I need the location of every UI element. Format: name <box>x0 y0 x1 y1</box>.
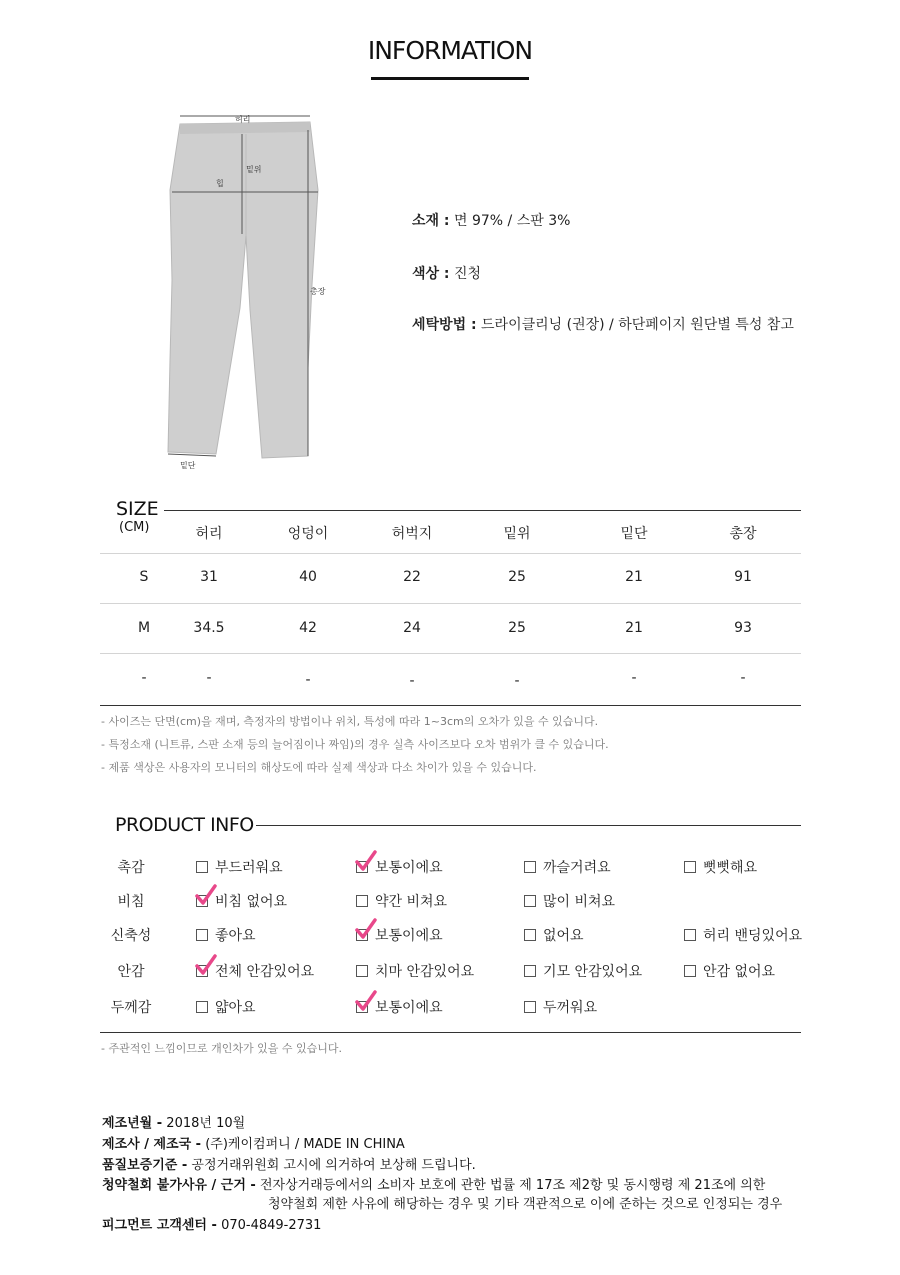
table-cell: 91 <box>734 569 752 585</box>
table-cell: 25 <box>508 620 526 636</box>
option-label: 뻣뻣해요 <box>703 860 758 876</box>
table-cell: 21 <box>625 569 643 585</box>
col-header: 밑위 <box>503 526 531 542</box>
checkbox[interactable] <box>196 1001 208 1013</box>
size-heading-rule <box>164 510 801 511</box>
table-cell: 25 <box>508 569 526 585</box>
product-info-option[interactable] <box>196 857 283 877</box>
material-label: 소재 : <box>412 213 450 229</box>
table-cell: - <box>305 672 311 688</box>
product-info-bottom-rule <box>100 1032 801 1033</box>
table-cell: 24 <box>403 620 421 636</box>
checkbox[interactable] <box>524 965 536 977</box>
checkbox[interactable] <box>196 929 208 941</box>
option-label: 보통이에요 <box>375 928 443 944</box>
option-label: 약간 비쳐요 <box>375 894 448 910</box>
option-label: 좋아요 <box>215 928 256 944</box>
option-label: 전체 안감있어요 <box>215 964 315 980</box>
material-value: 면 97% / 스판 3% <box>453 213 571 229</box>
table-cell: 42 <box>299 620 317 636</box>
checkbox[interactable] <box>356 965 368 977</box>
col-header: 허벅지 <box>391 526 433 542</box>
mfg-maker <box>102 1133 405 1152</box>
mfg-date-value: 2018년 10월 <box>166 1116 246 1131</box>
option-label: 두꺼워요 <box>543 1000 598 1016</box>
checkbox[interactable] <box>684 965 696 977</box>
checkbox[interactable] <box>356 861 368 873</box>
product-info-label: 촉감 <box>117 860 145 876</box>
col-header: 총장 <box>729 526 757 542</box>
product-info-label: 신축성 <box>110 928 152 944</box>
row-divider <box>100 603 801 604</box>
color-spec <box>412 263 481 283</box>
option-label: 부드러워요 <box>215 860 283 876</box>
wash-spec <box>412 314 794 334</box>
checkbox[interactable] <box>684 929 696 941</box>
mfg-date-label: 제조년월 - <box>102 1116 163 1131</box>
page-title: INFORMATION <box>367 36 533 65</box>
product-info-option[interactable] <box>524 961 642 981</box>
mfg-cs-label: 피그먼트 고객센터 - <box>102 1218 217 1233</box>
product-info-option[interactable] <box>684 925 802 945</box>
row-size: S <box>139 569 149 585</box>
product-info-option[interactable] <box>356 997 443 1017</box>
length-label: 총장 <box>310 287 326 296</box>
product-info-option[interactable] <box>356 857 443 877</box>
product-info-option[interactable] <box>684 961 775 981</box>
size-unit: (CM) <box>119 520 150 535</box>
checkbox[interactable] <box>524 929 536 941</box>
option-label: 보통이에요 <box>375 860 443 876</box>
option-label: 까슬거려요 <box>543 860 611 876</box>
mfg-withdraw-line2: 청약철회 제한 사유에 해당하는 경우 및 기타 객관적으로 이에 준하는 것으로 인정되는 경우 <box>268 1197 783 1212</box>
wash-value: 드라이클리닝 (권장) / 하단페이지 원단별 특성 참고 <box>481 317 794 333</box>
option-label: 기모 안감있어요 <box>543 964 643 980</box>
table-cell: 93 <box>734 620 752 636</box>
checkbox[interactable] <box>524 895 536 907</box>
table-cell: 21 <box>625 620 643 636</box>
mfg-maker-label: 제조사 / 제조국 - <box>102 1137 202 1152</box>
mfg-withdraw-label: 청약철회 불가사유 / 근거 - <box>102 1178 256 1193</box>
product-info-rule <box>256 825 801 826</box>
option-label: 많이 비쳐요 <box>543 894 616 910</box>
product-info-option[interactable] <box>196 961 314 981</box>
col-header: 허리 <box>195 526 223 542</box>
option-label: 치마 안감있어요 <box>375 964 475 980</box>
mfg-withdraw-line1: 전자상거래등에서의 소비자 보호에 관한 법률 제 17조 제2항 및 동시행령 제 21조에 의한 <box>259 1178 766 1193</box>
checkbox[interactable] <box>196 895 208 907</box>
table-cell: 22 <box>403 569 421 585</box>
product-info-option[interactable] <box>356 891 447 911</box>
option-label: 없어요 <box>543 928 584 944</box>
row-divider <box>100 653 801 654</box>
option-label: 비침 없어요 <box>215 894 288 910</box>
color-label: 색상 : <box>412 266 450 282</box>
option-label: 허리 밴딩있어요 <box>703 928 803 944</box>
product-info-option[interactable] <box>356 961 474 981</box>
col-header: 밑단 <box>620 526 648 542</box>
product-info-option[interactable] <box>356 925 443 945</box>
product-info-option[interactable] <box>524 925 584 945</box>
row-divider <box>100 553 801 554</box>
table-cell: - <box>409 673 415 689</box>
table-cell: 31 <box>200 569 218 585</box>
mfg-quality <box>102 1154 476 1173</box>
table-cell: - <box>206 670 212 686</box>
checkmark-icon <box>195 954 217 976</box>
mfg-maker-value: (주)케이컴퍼니 / MADE IN CHINA <box>205 1137 405 1152</box>
mfg-cs <box>102 1214 321 1233</box>
table-bottom-rule <box>100 705 801 706</box>
mfg-cs-value: 070-4849-2731 <box>221 1218 322 1233</box>
pants-measurement-diagram <box>160 110 340 480</box>
checkbox[interactable] <box>356 895 368 907</box>
hem-label: 밑단 <box>180 461 196 470</box>
waist-label: 허리 <box>235 115 251 124</box>
color-value: 진청 <box>453 266 482 282</box>
product-info-heading: PRODUCT INFO <box>115 814 254 836</box>
product-info-option[interactable] <box>196 997 256 1017</box>
product-info-label: 안감 <box>117 964 145 980</box>
product-info-option[interactable] <box>524 997 597 1017</box>
product-info-label: 비침 <box>117 894 145 910</box>
mfg-withdraw <box>102 1174 765 1193</box>
product-info-label: 두께감 <box>110 1000 152 1016</box>
table-cell: 34.5 <box>193 620 225 636</box>
checkmark-icon <box>355 850 377 872</box>
product-info-option[interactable] <box>684 857 757 877</box>
material-spec <box>412 210 570 230</box>
title-underline <box>371 77 529 80</box>
option-label: 보통이에요 <box>375 1000 443 1016</box>
table-cell: - <box>740 670 746 686</box>
checkmark-icon <box>355 918 377 940</box>
row-size: M <box>137 620 151 636</box>
table-cell: - <box>631 670 637 686</box>
row-size: - <box>141 670 147 686</box>
checkmark-icon <box>195 884 217 906</box>
checkbox[interactable] <box>356 929 368 941</box>
mfg-quality-label: 품질보증기준 - <box>102 1158 188 1173</box>
size-note: - 사이즈는 단면(cm)을 재며, 측정자의 방법이나 위치, 특성에 따라 1~3cm의 오차가 있을 수 있습니다. <box>101 715 599 728</box>
checkmark-icon <box>355 990 377 1012</box>
hip-label: 힙 <box>216 179 224 188</box>
mfg-date <box>102 1112 245 1131</box>
checkbox[interactable] <box>524 1001 536 1013</box>
product-info-option[interactable] <box>196 925 256 945</box>
checkbox[interactable] <box>684 861 696 873</box>
option-label: 안감 없어요 <box>703 964 776 980</box>
checkbox[interactable] <box>196 861 208 873</box>
product-info-note: - 주관적인 느낌이므로 개인차가 있을 수 있습니다. <box>101 1042 342 1055</box>
product-info-option[interactable] <box>196 891 287 911</box>
product-info-option[interactable] <box>524 857 611 877</box>
mfg-quality-value: 공정거래위원회 고시에 의거하여 보상해 드립니다. <box>191 1158 476 1173</box>
checkbox[interactable] <box>524 861 536 873</box>
size-heading: SIZE <box>116 498 159 520</box>
product-info-option[interactable] <box>524 891 615 911</box>
checkbox[interactable] <box>196 965 208 977</box>
size-note: - 제품 색상은 사용자의 모니터의 해상도에 따라 실제 색상과 다소 차이가 있을 수 있습니다. <box>101 761 537 774</box>
wash-label: 세탁방법 : <box>412 317 477 333</box>
rise-label: 밑위 <box>246 165 262 174</box>
option-label: 얇아요 <box>215 1000 256 1016</box>
size-note: - 특정소재 (니트류, 스판 소재 등의 늘어짐이나 짜임)의 경우 실측 사이즈보다 오차 범위가 클 수 있습니다. <box>101 738 609 751</box>
table-cell: 40 <box>299 569 317 585</box>
table-cell: - <box>514 673 520 689</box>
checkbox[interactable] <box>356 1001 368 1013</box>
col-header: 엉덩이 <box>287 526 329 542</box>
